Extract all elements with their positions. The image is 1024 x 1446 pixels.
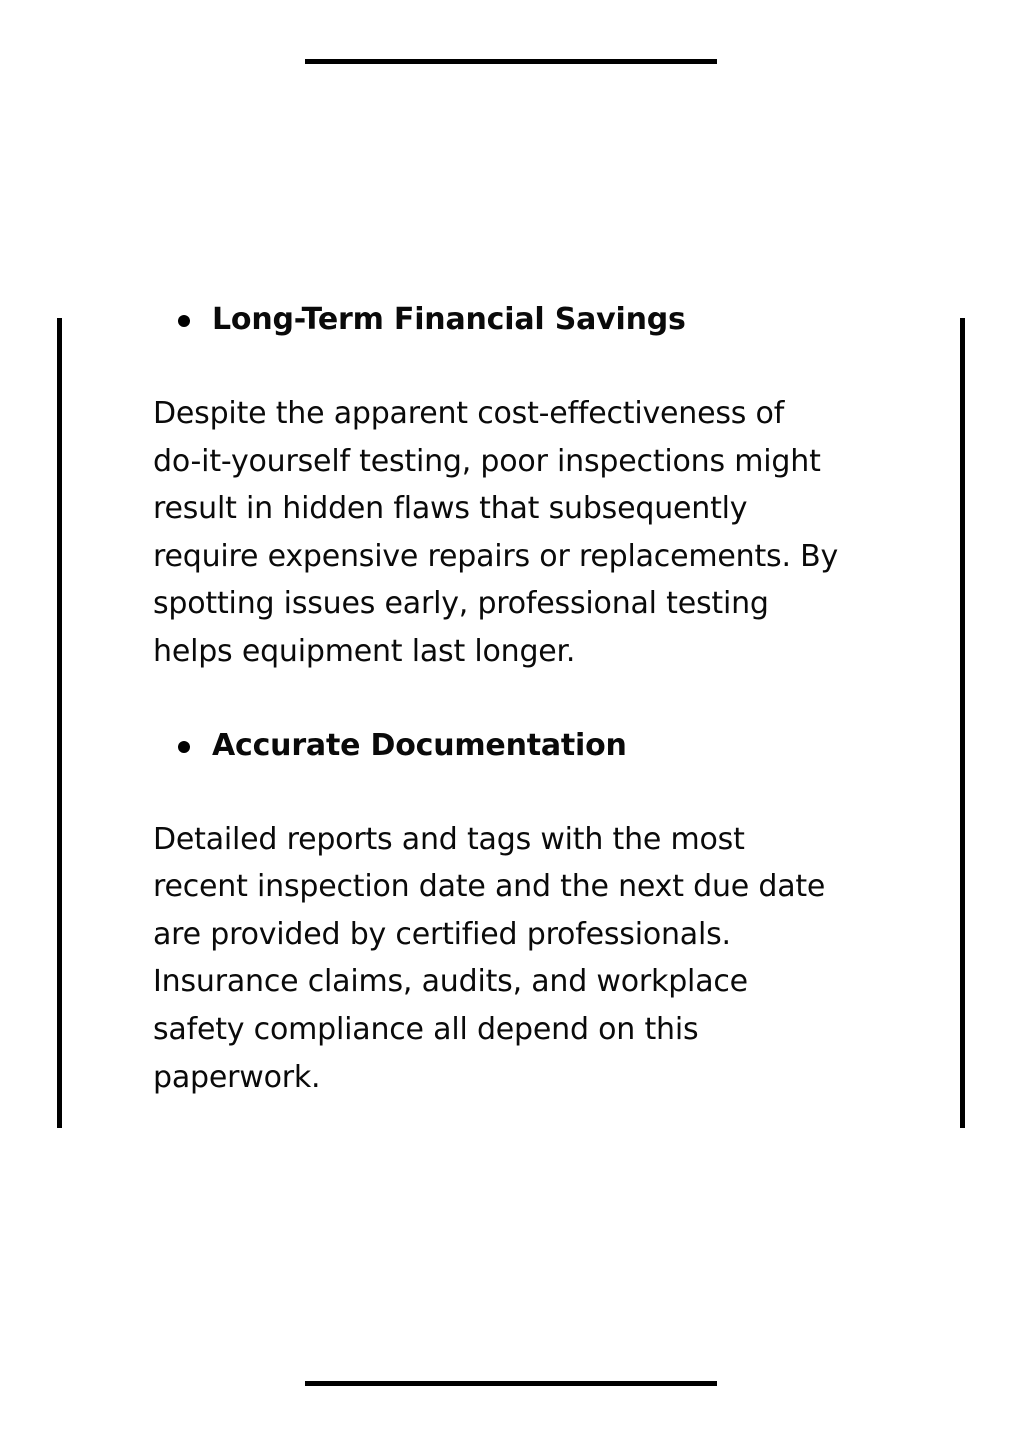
bullet-icon (178, 741, 190, 753)
paragraph-line: recent inspection date and the next due date (153, 869, 826, 905)
section-paragraph (153, 390, 923, 676)
section-heading (153, 296, 923, 344)
section-heading-text: Accurate Documentation (212, 727, 627, 763)
section-heading-text: Long-Term Financial Savings (212, 302, 686, 337)
top-divider (305, 59, 717, 64)
paragraph-line: safety compliance all depend on this (153, 1011, 699, 1047)
paragraph-line: Detailed reports and tags with the most (153, 821, 745, 857)
paragraph-line: do-it-yourself testing, poor inspections might (153, 443, 821, 479)
paragraph-line: Despite the apparent cost-effectiveness of (153, 396, 785, 431)
paragraph-line: are provided by certified professionals. (153, 916, 731, 952)
paragraph-line: paperwork. (153, 1059, 321, 1095)
bottom-divider (305, 1381, 717, 1386)
section-paragraph (153, 816, 923, 1102)
paragraph-line: spotting issues early, professional testing (153, 586, 769, 622)
left-border-line (57, 318, 62, 1128)
bullet-icon (178, 315, 190, 327)
section-heading (153, 722, 923, 770)
paragraph-line: require expensive repairs or replacements. By (153, 538, 839, 574)
paragraph-line: Insurance claims, audits, and workplace (153, 964, 748, 1000)
document-body (153, 296, 923, 1101)
paragraph-line: result in hidden flaws that subsequently (153, 491, 748, 527)
paragraph-line: helps equipment last longer. (153, 633, 576, 669)
right-border-line (960, 318, 965, 1128)
